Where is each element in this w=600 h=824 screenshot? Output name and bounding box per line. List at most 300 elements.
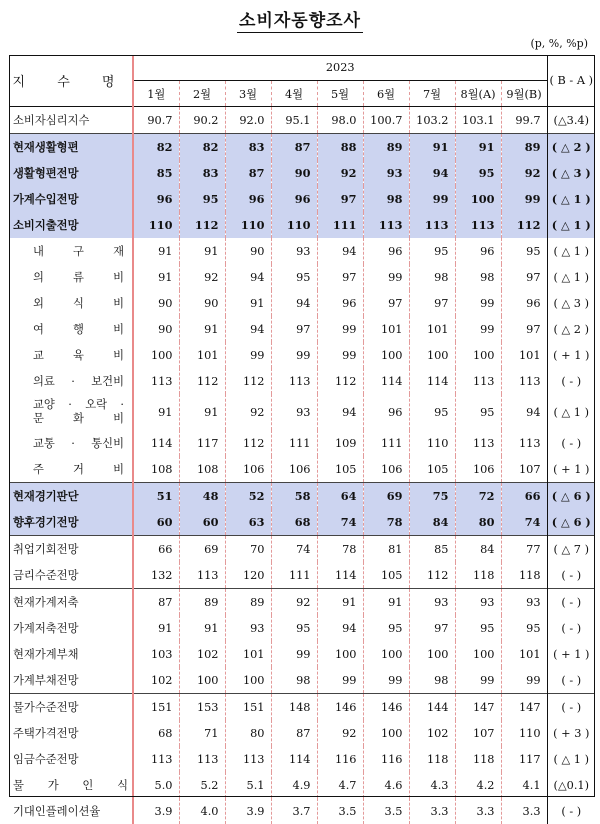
row-value: 68: [271, 509, 317, 536]
table-row: [9, 667, 595, 694]
row-value: 97: [271, 316, 317, 342]
row-value: 91: [179, 316, 225, 342]
row-label: 소비지출전망: [9, 212, 133, 238]
row-diff: ( - ): [547, 368, 595, 394]
header-month: 9월(B): [501, 81, 547, 107]
row-value: 110: [133, 212, 179, 238]
header-month: 1월: [133, 81, 179, 107]
row-value: 112: [179, 212, 225, 238]
row-value: 97: [409, 290, 455, 316]
row-value: 100: [225, 667, 271, 694]
row-value: 99: [363, 264, 409, 290]
row-value: 93: [501, 589, 547, 616]
row-value: 113: [133, 746, 179, 772]
row-value: 93: [409, 589, 455, 616]
row-value: 75: [409, 483, 455, 510]
table-row: [9, 186, 595, 212]
header-month: 2월: [179, 81, 225, 107]
row-value: 3.5: [317, 798, 363, 824]
row-value: 89: [501, 134, 547, 161]
row-diff: ( - ): [547, 667, 595, 694]
row-label: 의 류 비: [9, 264, 133, 290]
row-value: 95: [455, 394, 501, 430]
row-value: 99: [501, 186, 547, 212]
row-value: 112: [501, 212, 547, 238]
row-value: 102: [179, 641, 225, 667]
row-value: 91: [133, 615, 179, 641]
table-row: [9, 589, 595, 616]
row-value: 99: [317, 316, 363, 342]
row-value: 96: [271, 186, 317, 212]
row-value: 93: [271, 394, 317, 430]
row-value: 74: [501, 509, 547, 536]
row-value: 60: [133, 509, 179, 536]
row-value: 3.7: [271, 798, 317, 824]
row-value: 118: [501, 562, 547, 589]
row-value: 110: [501, 720, 547, 746]
table-row: [9, 316, 595, 342]
row-value: 91: [133, 238, 179, 264]
row-value: 112: [317, 368, 363, 394]
row-value: 110: [271, 212, 317, 238]
row-value: 153: [179, 694, 225, 721]
row-value: 118: [455, 562, 501, 589]
row-value: 107: [501, 456, 547, 483]
row-diff: ( - ): [547, 694, 595, 721]
table-row: [9, 536, 595, 563]
row-diff: ( + 1 ): [547, 641, 595, 667]
row-label: 현재경기판단: [9, 483, 133, 510]
row-label: 소비자심리지수: [9, 107, 133, 134]
row-value: 112: [225, 368, 271, 394]
table-row: [9, 160, 595, 186]
row-value: 95: [501, 615, 547, 641]
row-value: 147: [501, 694, 547, 721]
row-value: 69: [179, 536, 225, 563]
row-value: 68: [133, 720, 179, 746]
row-value: 113: [363, 212, 409, 238]
header-month: 6월: [363, 81, 409, 107]
row-value: 89: [179, 589, 225, 616]
table-row: [9, 720, 595, 746]
header-month: 7월: [409, 81, 455, 107]
row-value: 72: [455, 483, 501, 510]
row-diff: ( + 1 ): [547, 456, 595, 483]
row-value: 100: [179, 667, 225, 694]
row-diff: (△3.4): [547, 107, 595, 134]
row-value: 91: [179, 394, 225, 430]
row-value: 90: [133, 316, 179, 342]
row-label: 물 가 인 식: [9, 772, 133, 798]
row-diff: ( - ): [547, 798, 595, 824]
row-value: 100: [363, 641, 409, 667]
row-value: 5.0: [133, 772, 179, 798]
row-value: 95: [179, 186, 225, 212]
row-value: 74: [317, 509, 363, 536]
row-value: 92: [271, 589, 317, 616]
row-value: 114: [363, 368, 409, 394]
row-value: 113: [179, 746, 225, 772]
row-diff: ( + 1 ): [547, 342, 595, 368]
row-value: 106: [455, 456, 501, 483]
row-value: 100.7: [363, 107, 409, 134]
row-value: 3.9: [133, 798, 179, 824]
row-value: 105: [409, 456, 455, 483]
row-value: 91: [133, 394, 179, 430]
row-value: 100: [455, 186, 501, 212]
row-value: 92.0: [225, 107, 271, 134]
row-value: 82: [133, 134, 179, 161]
row-value: 90.7: [133, 107, 179, 134]
row-value: 98: [271, 667, 317, 694]
row-value: 114: [271, 746, 317, 772]
row-value: 69: [363, 483, 409, 510]
row-value: 100: [455, 342, 501, 368]
row-value: 96: [317, 290, 363, 316]
row-value: 100: [409, 342, 455, 368]
table-row: [9, 615, 595, 641]
row-value: 83: [179, 160, 225, 186]
row-label: 향후경기전망: [9, 509, 133, 536]
row-value: 108: [133, 456, 179, 483]
row-value: 97: [317, 186, 363, 212]
row-value: 87: [271, 134, 317, 161]
table-row: [9, 509, 595, 536]
row-value: 106: [225, 456, 271, 483]
row-diff: ( △ 3 ): [547, 290, 595, 316]
row-value: 96: [363, 238, 409, 264]
table-row: [9, 456, 595, 483]
row-value: 95: [271, 264, 317, 290]
row-label: 주택가격전망: [9, 720, 133, 746]
row-label: 가계부채전망: [9, 667, 133, 694]
row-value: 97: [409, 615, 455, 641]
table-row: [9, 107, 595, 134]
row-value: 99: [455, 316, 501, 342]
page-title: 소비자동향조사: [239, 11, 361, 31]
row-label: [9, 394, 133, 430]
row-label: 금리수준전망: [9, 562, 133, 589]
header-month: 8월(A): [455, 81, 501, 107]
row-value: 94: [225, 264, 271, 290]
row-value: 82: [179, 134, 225, 161]
row-value: 114: [133, 430, 179, 456]
row-value: 51: [133, 483, 179, 510]
row-value: 106: [363, 456, 409, 483]
row-value: 92: [317, 720, 363, 746]
row-value: 99: [225, 342, 271, 368]
row-value: 58: [271, 483, 317, 510]
row-value: 85: [409, 536, 455, 563]
row-value: 100: [363, 342, 409, 368]
row-value: 108: [179, 456, 225, 483]
row-value: 91: [179, 615, 225, 641]
table-row: [9, 342, 595, 368]
row-value: 99: [363, 667, 409, 694]
row-value: 85: [133, 160, 179, 186]
unit-label: (p, %, %p): [530, 37, 588, 50]
row-diff: ( - ): [547, 589, 595, 616]
row-value: 92: [317, 160, 363, 186]
row-value: 99.7: [501, 107, 547, 134]
row-value: 98: [455, 264, 501, 290]
row-value: 101: [501, 342, 547, 368]
row-label: 여 행 비: [9, 316, 133, 342]
row-value: 113: [179, 562, 225, 589]
row-value: 80: [455, 509, 501, 536]
row-diff: ( △ 1 ): [547, 394, 595, 430]
header-name: 지 수 명: [9, 55, 133, 107]
row-value: 120: [225, 562, 271, 589]
row-label: 생활형편전망: [9, 160, 133, 186]
header-month: 3월: [225, 81, 271, 107]
row-value: 103: [133, 641, 179, 667]
row-value: 89: [225, 589, 271, 616]
row-label: 내 구 재: [9, 238, 133, 264]
row-value: 98.0: [317, 107, 363, 134]
row-value: 78: [363, 509, 409, 536]
row-value: 151: [133, 694, 179, 721]
row-value: 146: [363, 694, 409, 721]
row-value: 71: [179, 720, 225, 746]
row-label: 취업기회전망: [9, 536, 133, 563]
row-value: 93: [363, 160, 409, 186]
row-value: 116: [363, 746, 409, 772]
row-value: 96: [363, 394, 409, 430]
row-value: 113: [455, 430, 501, 456]
row-value: 3.3: [501, 798, 547, 824]
row-label-line1: 교양 · 오락 ·: [33, 398, 124, 411]
row-label: 주 거 비: [9, 456, 133, 483]
row-value: 109: [317, 430, 363, 456]
row-value: 90.2: [179, 107, 225, 134]
row-value: 103.1: [455, 107, 501, 134]
table-row: [9, 290, 595, 316]
row-value: 96: [225, 186, 271, 212]
row-value: 113: [455, 368, 501, 394]
row-value: 97: [363, 290, 409, 316]
row-value: 94: [271, 290, 317, 316]
row-value: 102: [133, 667, 179, 694]
row-value: 93: [271, 238, 317, 264]
row-value: 147: [455, 694, 501, 721]
table-row: [9, 238, 595, 264]
row-value: 60: [179, 509, 225, 536]
row-value: 92: [179, 264, 225, 290]
row-value: 90: [225, 238, 271, 264]
row-label: 현재가계부채: [9, 641, 133, 667]
row-value: 99: [455, 290, 501, 316]
row-value: 113: [225, 746, 271, 772]
row-value: 93: [225, 615, 271, 641]
row-label: 임금수준전망: [9, 746, 133, 772]
row-value: 97: [501, 264, 547, 290]
row-value: 111: [363, 430, 409, 456]
row-diff: ( △ 3 ): [547, 160, 595, 186]
row-value: 91: [317, 589, 363, 616]
table-row: [9, 746, 595, 772]
row-value: 95: [271, 615, 317, 641]
row-value: 96: [133, 186, 179, 212]
row-value: 95: [501, 238, 547, 264]
row-value: 113: [271, 368, 317, 394]
row-value: 113: [409, 212, 455, 238]
row-value: 5.2: [179, 772, 225, 798]
row-value: 148: [271, 694, 317, 721]
row-value: 66: [501, 483, 547, 510]
row-value: 144: [409, 694, 455, 721]
row-value: 93: [455, 589, 501, 616]
row-value: 117: [501, 746, 547, 772]
row-value: 88: [317, 134, 363, 161]
row-label: 물가수준전망: [9, 694, 133, 721]
row-value: 99: [317, 342, 363, 368]
row-value: 94: [317, 238, 363, 264]
row-diff: ( △ 1 ): [547, 186, 595, 212]
row-value: 70: [225, 536, 271, 563]
row-diff: ( △ 7 ): [547, 536, 595, 563]
table-row: [9, 641, 595, 667]
row-value: 90: [179, 290, 225, 316]
row-value: 90: [271, 160, 317, 186]
row-value: 95: [409, 394, 455, 430]
row-value: 113: [133, 368, 179, 394]
row-value: 101: [179, 342, 225, 368]
header-month: 5월: [317, 81, 363, 107]
row-diff: ( △ 1 ): [547, 238, 595, 264]
row-value: 98: [409, 667, 455, 694]
row-value: 4.7: [317, 772, 363, 798]
row-value: 90: [133, 290, 179, 316]
row-value: 112: [409, 562, 455, 589]
row-value: 99: [501, 667, 547, 694]
row-value: 111: [271, 562, 317, 589]
row-value: 87: [133, 589, 179, 616]
row-label: 가계저축전망: [9, 615, 133, 641]
row-value: 63: [225, 509, 271, 536]
table-row: [9, 694, 595, 721]
row-value: 113: [455, 212, 501, 238]
row-diff: ( - ): [547, 562, 595, 589]
row-value: 5.1: [225, 772, 271, 798]
row-label: 현재생활형편: [9, 134, 133, 161]
row-value: 101: [409, 316, 455, 342]
header-month: 4월: [271, 81, 317, 107]
row-value: 91: [133, 264, 179, 290]
header-diff: ( B - A ): [547, 55, 595, 107]
row-value: 4.3: [409, 772, 455, 798]
row-value: 94: [501, 394, 547, 430]
row-value: 3.3: [409, 798, 455, 824]
row-value: 96: [455, 238, 501, 264]
row-label: 의료 · 보건비: [9, 368, 133, 394]
row-value: 110: [225, 212, 271, 238]
row-value: 4.6: [363, 772, 409, 798]
row-value: 99: [317, 667, 363, 694]
row-value: 116: [317, 746, 363, 772]
row-value: 118: [409, 746, 455, 772]
row-diff: (△0.1): [547, 772, 595, 798]
row-diff: ( △ 6 ): [547, 509, 595, 536]
row-value: 100: [409, 641, 455, 667]
table-row: [9, 134, 595, 161]
row-value: 4.2: [455, 772, 501, 798]
row-value: 101: [225, 641, 271, 667]
row-value: 114: [317, 562, 363, 589]
row-value: 3.5: [363, 798, 409, 824]
row-value: 97: [501, 316, 547, 342]
row-value: 89: [363, 134, 409, 161]
row-value: 100: [133, 342, 179, 368]
row-value: 95: [455, 615, 501, 641]
row-value: 98: [409, 264, 455, 290]
table-row: [9, 798, 595, 824]
row-value: 111: [271, 430, 317, 456]
row-value: 103.2: [409, 107, 455, 134]
row-value: 92: [225, 394, 271, 430]
row-value: 98: [363, 186, 409, 212]
row-value: 78: [317, 536, 363, 563]
row-value: 132: [133, 562, 179, 589]
row-label: 교 육 비: [9, 342, 133, 368]
row-value: 48: [179, 483, 225, 510]
row-value: 111: [317, 212, 363, 238]
table-row: [9, 212, 595, 238]
row-value: 96: [501, 290, 547, 316]
row-value: 151: [225, 694, 271, 721]
row-label: 기대인플레이션율: [9, 798, 133, 824]
row-value: 105: [363, 562, 409, 589]
row-value: 114: [409, 368, 455, 394]
row-label: 가계수입전망: [9, 186, 133, 212]
row-diff: ( - ): [547, 615, 595, 641]
row-value: 110: [409, 430, 455, 456]
row-value: 113: [501, 368, 547, 394]
row-value: 101: [501, 641, 547, 667]
table-row: [9, 772, 595, 798]
row-value: 112: [225, 430, 271, 456]
row-value: 64: [317, 483, 363, 510]
row-value: 100: [455, 641, 501, 667]
row-label-line2: 문 화 비: [33, 412, 124, 425]
table-row: [9, 483, 595, 510]
row-value: 3.3: [455, 798, 501, 824]
row-value: 112: [179, 368, 225, 394]
row-value: 106: [271, 456, 317, 483]
row-value: 91: [455, 134, 501, 161]
row-value: 87: [271, 720, 317, 746]
row-diff: ( △ 1 ): [547, 264, 595, 290]
row-value: 4.9: [271, 772, 317, 798]
row-value: 99: [455, 667, 501, 694]
table-row: [9, 562, 595, 589]
row-label: 교통 · 통신비: [9, 430, 133, 456]
row-diff: ( - ): [547, 430, 595, 456]
row-value: 100: [363, 720, 409, 746]
row-value: 95: [363, 615, 409, 641]
row-value: 97: [317, 264, 363, 290]
row-value: 4.0: [179, 798, 225, 824]
row-value: 105: [317, 456, 363, 483]
row-diff: ( △ 2 ): [547, 316, 595, 342]
row-value: 117: [179, 430, 225, 456]
row-diff: ( △ 1 ): [547, 212, 595, 238]
row-value: 80: [225, 720, 271, 746]
row-value: 95: [455, 160, 501, 186]
row-value: 102: [409, 720, 455, 746]
row-value: 91: [363, 589, 409, 616]
row-value: 84: [409, 509, 455, 536]
